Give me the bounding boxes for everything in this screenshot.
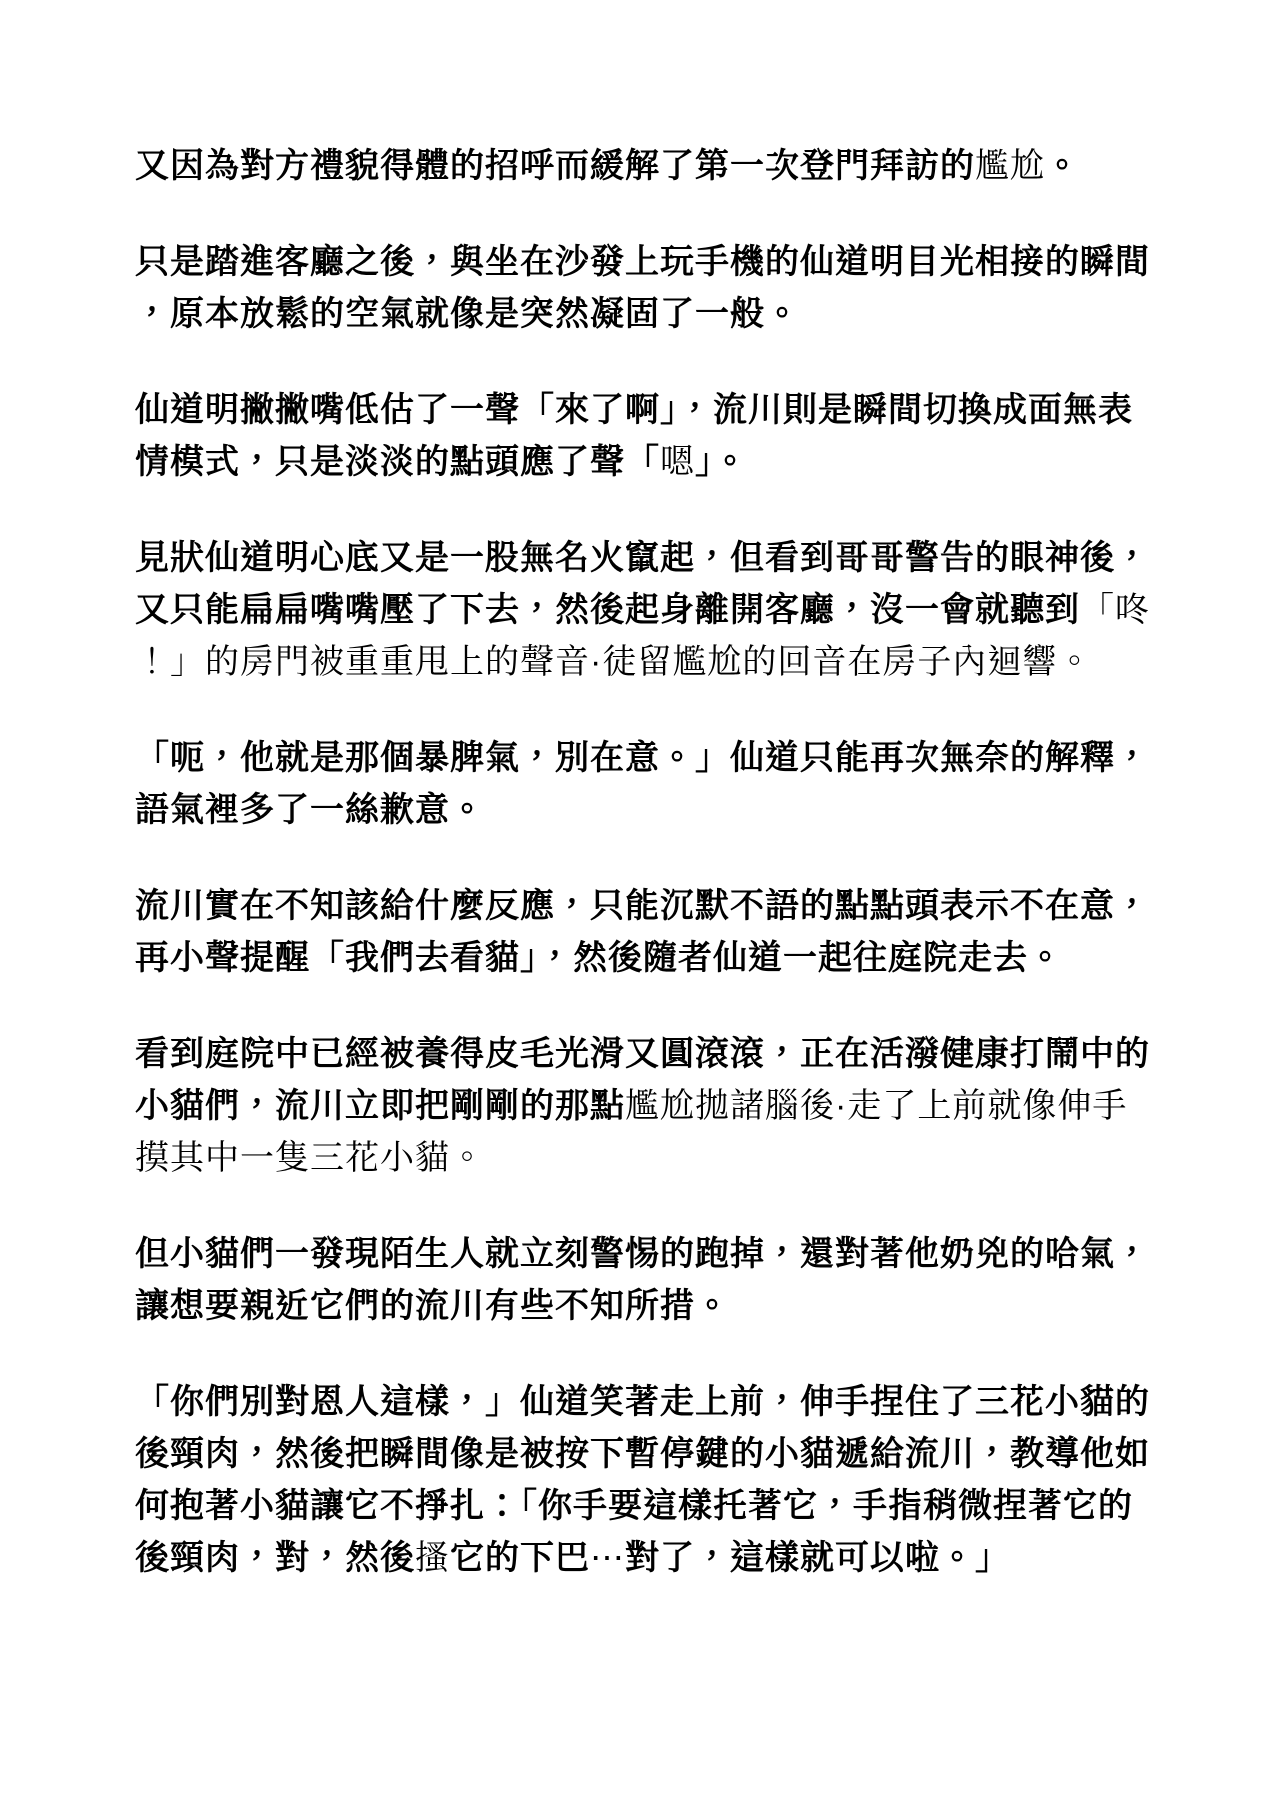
paragraph-2 xyxy=(135,236,1150,340)
text-segment: 嗯 xyxy=(660,443,695,481)
paragraph-4 xyxy=(135,532,1150,688)
text-segment: 流川實在不知該給什麼反應，只能沉默不語的點點頭表示不在意，再小聲提醒「我們去看貓」，然後隨者仙道一起往庭院走去。 xyxy=(135,887,1150,977)
paragraph-9 xyxy=(135,1376,1150,1584)
text-segment: 它的下巴 xyxy=(450,1539,590,1577)
text-segment: 尷尬拋諸腦後·走了上前就像伸手摸其中一隻三花小貓。 xyxy=(135,1087,1128,1177)
text-segment: 看到庭院中已經被養得皮毛光滑又圓滾滾，正在活潑健康打鬧中的小貓們，流川立即把剛剛的那點 xyxy=(135,1035,1150,1125)
text-segment: 「咚！」的房門被重重甩上的聲音·徒留尷尬的回音在房子內迴響。 xyxy=(135,591,1150,681)
text-segment: 「你們別對恩人這樣，」仙道笑著走上前，伸手捏住了三花小貓的後頸肉，然後把瞬間像是被按下暫停鍵的小貓遞給流川，教導他如何抱著小貓讓它不掙扎：「你手要這樣托著它，手指稍微捏著它的後頸肉，對，然後 xyxy=(135,1383,1150,1577)
text-segment: 。 xyxy=(1045,147,1080,185)
paragraph-8 xyxy=(135,1228,1150,1332)
text-segment: 搔 xyxy=(415,1539,450,1577)
text-segment: 「呃，他就是那個暴脾氣，別在意。」仙道只能再次無奈的解釋，語氣裡多了一絲歉意。 xyxy=(135,739,1150,829)
text-segment: 只是踏進客廳之後，與坐在沙發上玩手機的仙道明目光相接的瞬間，原本放鬆的空氣就像是突然凝固了一般。 xyxy=(135,243,1150,333)
paragraph-1 xyxy=(135,140,1150,192)
text-segment: 尷尬 xyxy=(975,147,1045,185)
text-segment: ⋯ xyxy=(590,1539,625,1577)
text-segment: 對了，這樣就可以啦。」 xyxy=(625,1539,1010,1577)
text-segment: 但小貓們一發現陌生人就立刻警惕的跑掉，還對著他奶兇的哈氣，讓想要親近它們的流川有些不知所措。 xyxy=(135,1235,1150,1325)
paragraph-7 xyxy=(135,1028,1150,1184)
paragraph-5 xyxy=(135,732,1150,836)
paragraph-3 xyxy=(135,384,1150,488)
text-segment: 」。 xyxy=(695,443,748,481)
text-segment: 仙道明撇撇嘴低估了一聲「來了啊」，流川則是瞬間切換成面無表情模式，只是淡淡的點頭應了聲「 xyxy=(135,391,1133,481)
text-segment: 又因為對方禮貌得體的招呼而緩解了第一次登門拜訪的 xyxy=(135,147,975,185)
paragraph-6 xyxy=(135,880,1150,984)
text-segment: 見狀仙道明心底又是一股無名火竄起，但看到哥哥警告的眼神後，又只能扁扁嘴嘴壓了下去，然後起身離開客廳，沒一會就聽到 xyxy=(135,539,1150,629)
